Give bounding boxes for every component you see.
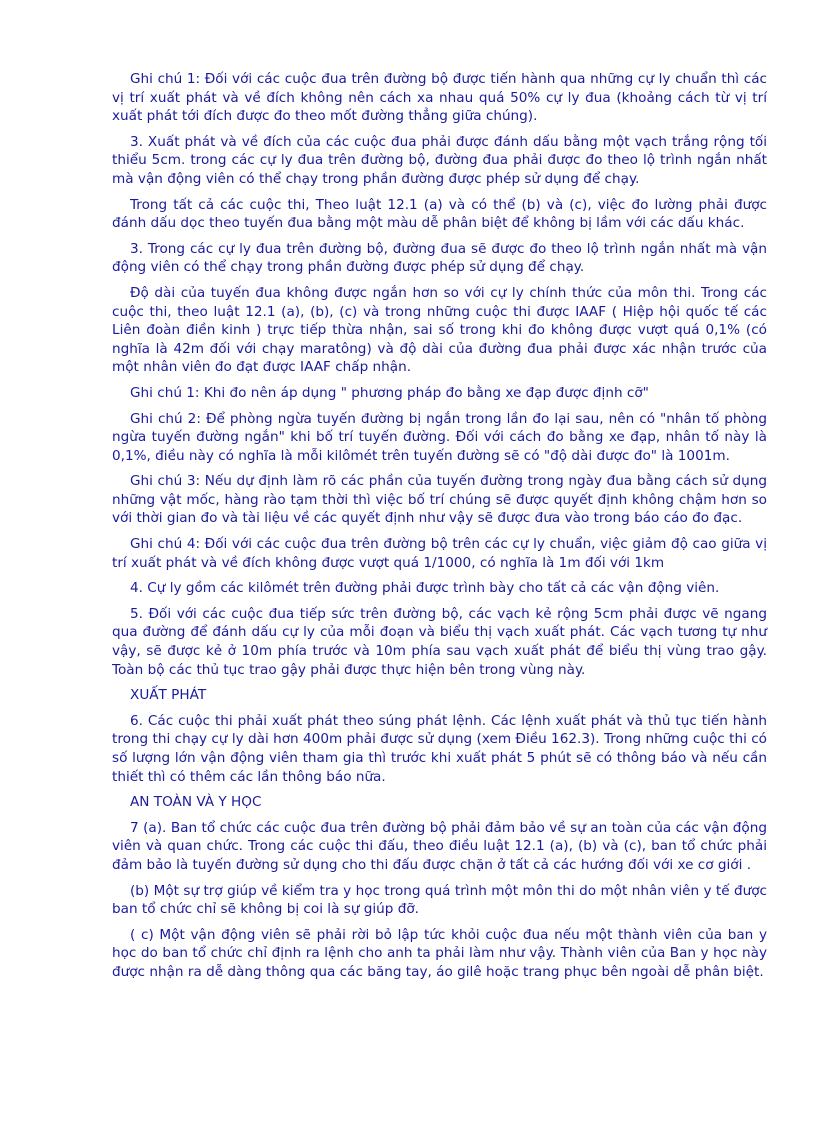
paragraph: Ghi chú 3: Nếu dự định làm rõ các phần của tuyến đường trong ngày đua bằng cách sử dụng những vật mốc, hàng rào tạm thời thì việc bố trí chúng sẽ được quyết định không chậm hơn so với thời gian đo và tài liệu về các quyết định như vậy sẽ được đưa vào trong báo cáo đo đạc.: [112, 473, 767, 527]
paragraph: 7 (a). Ban tổ chức các cuộc đua trên đường bộ phải đảm bảo về sự an toàn của các vận động viên và quan chức. Trong các cuộc thi đấu, theo điều luật 12.1 (a), (b) và (c), ban tổ chức phải đảm bảo là tuyến đường sử dụng cho thi đấu được chặn ở tất cả các hướng đối với xe cơ giới .: [112, 819, 767, 873]
paragraph: Ghi chú 1: Đối với các cuộc đua trên đường bộ được tiến hành qua những cự ly chuẩn thì các vị trí xuất phát và về đích không nên cách xa nhau quá 50% cự ly đua (khoảng cách từ vị trí xuất phát tới đích được đo theo mốt đường thẳng giữa chúng).: [112, 71, 767, 125]
section-heading-start: XUẤT PHÁT: [130, 687, 207, 704]
paragraph: Ghi chú 1: Khi đo nên áp dụng " phương pháp đo bằng xe đạp được định cỡ": [130, 384, 649, 401]
paragraph: 3. Xuất phát và về đích của các cuộc đua phải được đánh dấu bằng một vạch trắng rộng tối thiểu 5cm. trong các cự ly đua trên đường bộ, đường đua phải được đo theo lộ trình ngắn nhất mà vận động viên có thể chạy trong phần đường được phép sử dụng để chạy.: [112, 133, 767, 187]
document-page: [112, 70, 767, 989]
paragraph: 5. Đối với các cuộc đua tiếp sức trên đường bộ, các vạch kẻ rộng 5cm phải được vẽ ngang qua đường để đánh dấu cự ly của mỗi đoạn và biểu thị vạch xuất phát. Các vạch tương tự như vậy, sẽ được kẻ ở 10m phía trước và 10m phía sau vạch xuất phát để biểu thị vùng trao gậy. Toàn bộ các thủ tục trao gậy phải được thực hiện bên trong vùng này.: [112, 605, 767, 678]
paragraph: ( c) Một vận động viên sẽ phải rời bỏ lập tức khỏi cuộc đua nếu một thành viên của ban y học do ban tổ chức chỉ định ra lệnh cho anh ta phải làm như vậy. Thành viên của Ban y học này được nhận ra dễ dàng thông qua các băng tay, áo gilê hoặc trang phục bên ngoài dễ phân biệt.: [112, 926, 767, 980]
paragraph: 6. Các cuộc thi phải xuất phát theo súng phát lệnh. Các lệnh xuất phát và thủ tục tiến hành trong thi chạy cự ly dài hơn 400m phải được sử dụng (xem Điều 162.3). Trong những cuộc thi có số lượng lớn vận động viên tham gia thì trước khi xuất phát 5 phút sẽ có thông báo và nếu cần thiết thì có thêm các lần thông báo nữa.: [112, 712, 767, 785]
paragraph: Độ dài của tuyến đua không được ngắn hơn so với cự ly chính thức của môn thi. Trong các cuộc thi, theo luật 12.1 (a), (b), (c) và trong những cuộc thi được IAAF ( Hiệp hội quốc tế các Liên đoàn điền kinh ) trực tiếp thừa nhận, sai số trong khi đo không được vượt quá 0,1% (có nghĩa là 42m đối với chạy maratông) và độ dài của đường đua phải được xác nhận trước của một nhân viên đo đạt được IAAF chấp nhận.: [112, 284, 767, 376]
paragraph: Ghi chú 4: Đối với các cuộc đua trên đường bộ trên các cự ly chuẩn, việc giảm độ cao giữa vị trí xuất phát và về đích không được vượt quá 1/1000, có nghĩa là 1m đối với 1km: [112, 536, 767, 571]
paragraph: Trong tất cả các cuộc thi, Theo luật 12.1 (a) và có thể (b) và (c), việc đo lường phải được đánh dấu dọc theo tuyến đua bằng một màu dễ phân biệt để không bị lầm với các dấu khác.: [112, 196, 767, 232]
paragraph: 3. Trong các cự ly đua trên đường bộ, đường đua sẽ được đo theo lộ trình ngắn nhất mà vận động viên có thể chạy trong phần đường được phép sử dụng để chạy.: [112, 240, 767, 276]
paragraph: Ghi chú 2: Để phòng ngừa tuyến đường bị ngắn trong lần đo lại sau, nên có "nhân tố phòng ngừa tuyến đường ngắn" khi bố trí tuyến đường. Đối với cách đo bằng xe đạp, nhân tố này là 0,1%, điều này có nghĩa là mỗi kilômét trên tuyến đường sẽ có "độ dài được đo" là 1001m.: [112, 410, 767, 464]
paragraph: 4. Cự ly gồm các kilômét trên đường phải được trình bày cho tất cả các vận động viên.: [130, 580, 720, 597]
paragraph: (b) Một sự trợ giúp về kiểm tra y học trong quá trình một môn thi do một nhân viên y tế được ban tổ chức chỉ sẽ không bị coi là sự giúp đỡ.: [112, 882, 767, 918]
section-heading-safety: AN TOÀN VÀ Y HỌC: [130, 794, 262, 811]
